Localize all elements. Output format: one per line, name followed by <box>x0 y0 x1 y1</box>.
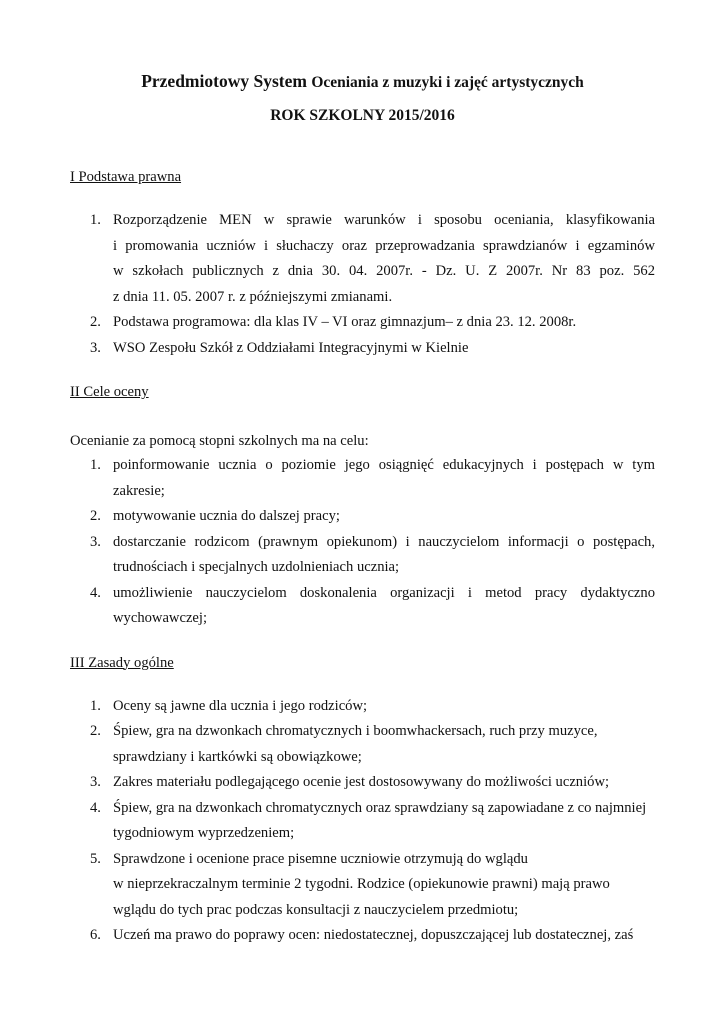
title-part1: Przedmiotowy System <box>141 71 312 91</box>
list-item: 2. Podstawa programowa: dla klas IV – VI oraz gimnazjum– z dnia 23. 12. 2008r. <box>90 314 577 330</box>
list-item: 1. poinformowanie ucznia o poziomie jego osiągnięć edukacyjnych i postępach w tym zakresie; <box>90 457 655 499</box>
list-item: 1. Rozporządzenie MEN w sprawie warunków i sposobu oceniania, klasyfikowania i promowania uczniów i słuchaczy oraz przeprowadzania sprawdzianów i egzaminów w szkołach publicznych z dnia 30. 04. 2007r. - Dz. U. Z 2007r. Nr 83 poz. 562 z dnia 11. 05. 2007 r. z późniejszymi zmianami. <box>90 212 655 305</box>
school-year: ROK SZKOLNY 2015/2016 <box>270 107 455 124</box>
title-part2: Oceniania z muzyki i zajęć artystycznych <box>311 74 584 91</box>
list-item: 4. umożliwienie nauczycielom doskonalenia organizacji i metod pracy dydaktyczno wychowawczej; <box>90 584 655 626</box>
list-item: 3. Zakres materiału podlegającego ocenie jest dostosowywany do możliwości uczniów; <box>90 774 610 790</box>
section1-list <box>70 208 655 361</box>
section2-intro: Ocenianie za pomocą stopni szkolnych ma na celu: <box>70 433 369 449</box>
list-item: 3. dostarczanie rodzicom (prawnym opiekunom) i nauczycielom informacji o postępach, trudnościach i specjalnych uzdolnieniach ucznia; <box>90 533 655 575</box>
list-item: 5. Sprawdzone i ocenione prace pisemne uczniowie otrzymują do wglądu w nieprzekraczalnym terminie 2 tygodni. Rodzice (opiekunowie prawni) mają prawo wglądu do tych prac podczas konsultacji z nauczycielem przedmiotu; <box>90 850 610 918</box>
list-item: 2. Śpiew, gra na dzwonkach chromatycznych i boomwhackersach, ruch przy muzyce, sprawdziany i kartkówki są obowiązkowe; <box>90 723 598 765</box>
list-item: 6. Uczeń ma prawo do poprawy ocen: niedostatecznej, dopuszczającej lub dostatecznej, zaś <box>90 927 634 943</box>
section3-heading: III Zasady ogólne <box>70 654 174 671</box>
list-item: 1. Oceny są jawne dla ucznia i jego rodziców; <box>90 697 368 714</box>
section2-heading: II Cele oceny <box>70 384 149 400</box>
list-item: 2. motywowanie ucznia do dalszej pracy; <box>90 508 340 524</box>
section3-list <box>70 694 655 949</box>
list-item: 4. Śpiew, gra na dzwonkach chromatycznych oraz sprawdziany są zapowiadane z co najmniej tygodniowym wyprzedzeniem; <box>90 799 647 841</box>
document-title <box>70 70 655 94</box>
section1-heading: I Podstawa prawna <box>70 169 182 185</box>
list-item: 3. WSO Zespołu Szkół z Oddziałami Integracyjnymi w Kielnie <box>90 339 469 356</box>
section2-list <box>70 453 655 632</box>
